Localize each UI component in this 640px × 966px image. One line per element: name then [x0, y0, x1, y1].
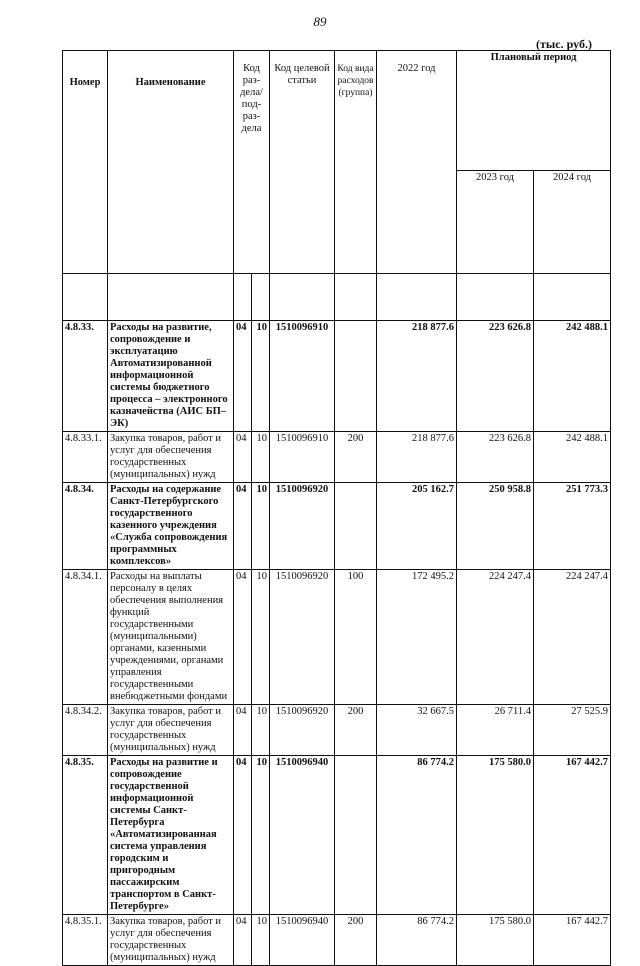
row-value-2022: 218 877.6 — [377, 321, 457, 432]
row-value-2023: 250 958.8 — [457, 483, 534, 570]
row-number: 4.8.34. — [63, 483, 108, 570]
row-name: Закупка товаров, работ и услуг для обеспечения государственных (муниципальных) нужд — [108, 432, 234, 483]
row-value-2022: 218 877.6 — [377, 432, 457, 483]
table-row — [63, 756, 611, 915]
page-number: 89 — [313, 14, 327, 29]
row-value-2024: 167 442.7 — [534, 756, 611, 915]
row-value-2024: 251 773.3 — [534, 483, 611, 570]
row-number: 4.8.33. — [63, 321, 108, 432]
row-subsection: 10 — [252, 570, 270, 705]
header-year-2023: 2023 год — [457, 171, 534, 274]
unit-label: (тыс. руб.) — [536, 37, 592, 51]
row-value-2024: 242 488.1 — [534, 321, 611, 432]
row-number: 4.8.33.1. — [63, 432, 108, 483]
row-expense-type — [335, 483, 377, 570]
table-row — [63, 321, 611, 432]
row-value-2023: 223 626.8 — [457, 321, 534, 432]
row-value-2023: 26 711.4 — [457, 705, 534, 756]
row-value-2024: 224 247.4 — [534, 570, 611, 705]
header-row — [63, 51, 611, 171]
row-subsection: 10 — [252, 483, 270, 570]
row-subsection: 10 — [252, 321, 270, 432]
row-target-code: 1510096910 — [270, 432, 335, 483]
header-number: Номер — [63, 51, 108, 274]
row-subsection: 10 — [252, 432, 270, 483]
row-value-2023: 224 247.4 — [457, 570, 534, 705]
row-value-2023: 175 580.0 — [457, 915, 534, 966]
row-target-code: 1510096920 — [270, 705, 335, 756]
budget-table — [62, 50, 611, 966]
row-subsection: 10 — [252, 756, 270, 915]
row-target-code: 1510096920 — [270, 483, 335, 570]
row-expense-type: 200 — [335, 432, 377, 483]
row-subsection: 10 — [252, 705, 270, 756]
spacer-row — [63, 274, 611, 321]
row-name: Расходы на развитие, сопровождение и эксплуатацию Автоматизированной информационной системы бюджетного процесса – электронного казначейства (АИС БП–ЭК) — [108, 321, 234, 432]
row-section: 04 — [234, 915, 252, 966]
table-body — [63, 274, 611, 966]
row-value-2022: 32 667.5 — [377, 705, 457, 756]
row-expense-type: 100 — [335, 570, 377, 705]
row-expense-type — [335, 756, 377, 915]
header-target-code: Код целевой статьи — [270, 51, 335, 274]
row-value-2022: 172 495.2 — [377, 570, 457, 705]
row-target-code: 1510096940 — [270, 915, 335, 966]
row-number: 4.8.34.2. — [63, 705, 108, 756]
row-value-2023: 223 626.8 — [457, 432, 534, 483]
row-subsection: 10 — [252, 915, 270, 966]
header-expense-type: Код вида расходов (группа) — [335, 51, 377, 274]
header-year-2024: 2024 год — [534, 171, 611, 274]
row-value-2022: 86 774.2 — [377, 915, 457, 966]
row-value-2024: 242 488.1 — [534, 432, 611, 483]
row-section: 04 — [234, 756, 252, 915]
row-name: Закупка товаров, работ и услуг для обеспечения государственных (муниципальных) нужд — [108, 705, 234, 756]
table-row — [63, 705, 611, 756]
table-row — [63, 915, 611, 966]
table-row — [63, 483, 611, 570]
row-value-2024: 167 442.7 — [534, 915, 611, 966]
row-name: Расходы на развитие и сопровождение государственной информационной системы Санкт-Петербурга «Автоматизированная система управления городским и пригородным пассажирским транспортом в Санкт-Петербурге» — [108, 756, 234, 915]
row-section: 04 — [234, 570, 252, 705]
row-name: Закупка товаров, работ и услуг для обеспечения государственных (муниципальных) нужд — [108, 915, 234, 966]
row-number: 4.8.35.1. — [63, 915, 108, 966]
row-section: 04 — [234, 483, 252, 570]
row-target-code: 1510096910 — [270, 321, 335, 432]
table-row — [63, 570, 611, 705]
row-name: Расходы на выплаты персоналу в целях обеспечения выполнения функций государственными (муниципальными) органами, казенными учреждениями, органами управления государственными внебюджетными фондами — [108, 570, 234, 705]
header-planning-period: Плановый период — [457, 51, 611, 171]
row-name: Расходы на содержание Санкт-Петербургского государственного казенного учреждения «Служба сопровождения программных комплексов» — [108, 483, 234, 570]
row-value-2024: 27 525.9 — [534, 705, 611, 756]
row-section: 04 — [234, 432, 252, 483]
row-value-2022: 205 162.7 — [377, 483, 457, 570]
row-number: 4.8.35. — [63, 756, 108, 915]
header-year-2022: 2022 год — [377, 51, 457, 274]
row-target-code: 1510096920 — [270, 570, 335, 705]
row-expense-type: 200 — [335, 915, 377, 966]
row-target-code: 1510096940 — [270, 756, 335, 915]
row-section: 04 — [234, 705, 252, 756]
row-number: 4.8.34.1. — [63, 570, 108, 705]
row-section: 04 — [234, 321, 252, 432]
row-expense-type: 200 — [335, 705, 377, 756]
row-expense-type — [335, 321, 377, 432]
row-value-2022: 86 774.2 — [377, 756, 457, 915]
header-name: Наименование — [108, 51, 234, 274]
table-row — [63, 432, 611, 483]
header-section-code: Код раз-дела/ под-раз-дела — [234, 51, 270, 274]
row-value-2023: 175 580.0 — [457, 756, 534, 915]
